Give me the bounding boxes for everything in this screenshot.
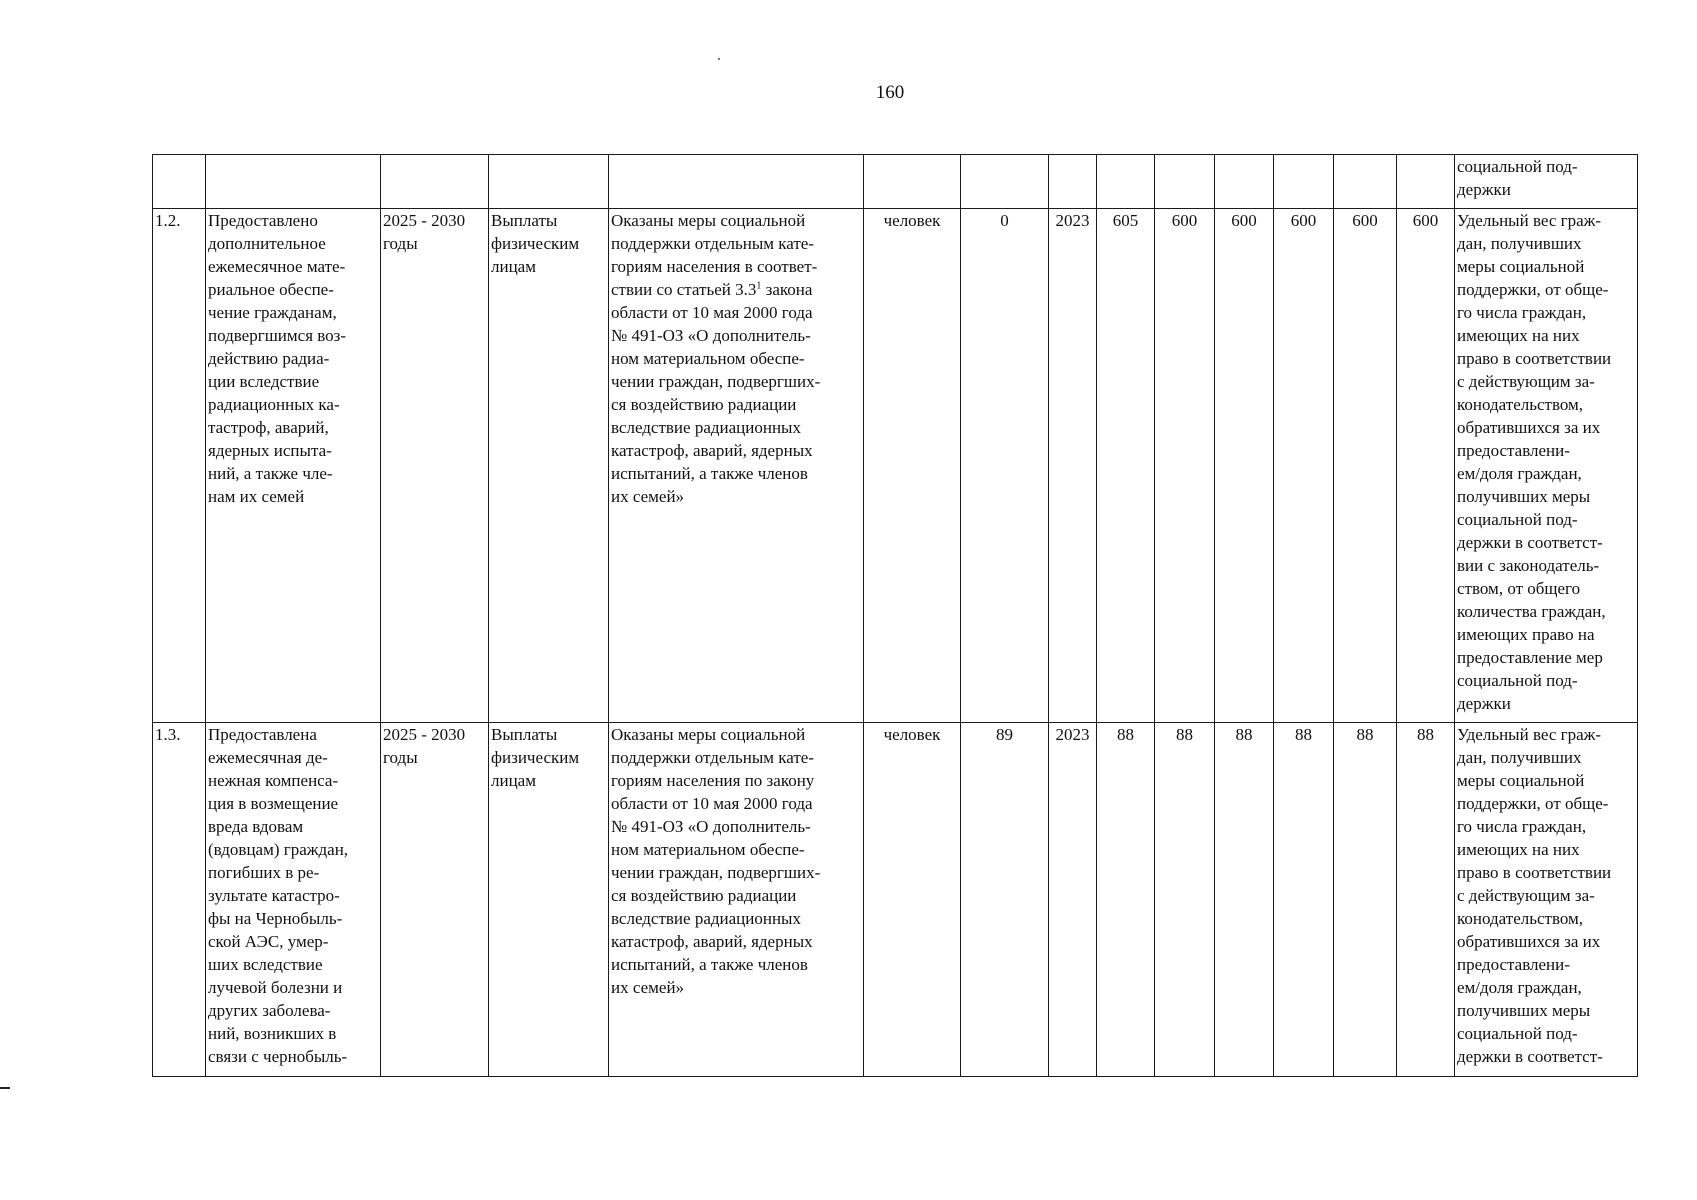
cell-empty bbox=[489, 155, 609, 209]
value-cell bbox=[1334, 209, 1397, 723]
base-year: 2023 bbox=[1055, 211, 1090, 230]
value-2027: 88 bbox=[1235, 725, 1253, 744]
description-cell bbox=[609, 723, 864, 1077]
base-value-cell bbox=[961, 209, 1049, 723]
unit-text: человек bbox=[883, 725, 941, 744]
period-cell bbox=[381, 723, 489, 1077]
value-cell bbox=[1397, 209, 1455, 723]
type-cell bbox=[489, 723, 609, 1077]
cell-empty bbox=[1334, 155, 1397, 209]
unit-cell bbox=[864, 723, 961, 1077]
cell-empty bbox=[864, 155, 961, 209]
cell-empty bbox=[1397, 155, 1455, 209]
cell-empty bbox=[1215, 155, 1274, 209]
value-cell bbox=[1155, 723, 1215, 1077]
cell-empty bbox=[153, 155, 206, 209]
indicator-cell bbox=[1455, 155, 1638, 209]
indicators-table bbox=[152, 154, 1638, 1077]
scan-dot bbox=[718, 58, 720, 60]
description-part: закона области от 10 мая 2000 года № 491-ОЗ «О дополнитель- ном материальном обеспе- чении граждан, подвергших- ся воздействию радиации вследствие радиационных катастроф, аварий, ядерных испытаний, а также членов их семей» bbox=[611, 280, 821, 506]
cell-empty bbox=[1274, 155, 1334, 209]
value-cell bbox=[1097, 209, 1155, 723]
cell-empty bbox=[1049, 155, 1097, 209]
period-text: 2025 - 2030 годы bbox=[383, 725, 466, 767]
cell-empty bbox=[1155, 155, 1215, 209]
cell-empty bbox=[206, 155, 381, 209]
row-index-cell bbox=[153, 723, 206, 1077]
value-2026: 600 bbox=[1171, 211, 1198, 230]
unit-text: человек bbox=[883, 211, 941, 230]
value-cell bbox=[1215, 723, 1274, 1077]
value-2026: 88 bbox=[1176, 725, 1193, 744]
indicator-text: социальной под- держки bbox=[1457, 157, 1578, 199]
period-cell bbox=[381, 209, 489, 723]
table-row bbox=[153, 209, 1638, 723]
value-2030: 88 bbox=[1417, 725, 1434, 744]
indicator-text: Удельный вес граж- дан, получивших меры социальной поддержки, от обще- го числа граждан, имеющих на них право в соответствии с действующим за- конодательством, обратившихся за их предоставлени- ем/доля граждан, получивших меры социальной под- держки в соответст- вии с законодатель- ством, от общего количества граждан, имеющих право на предоставление мер социальной под- держки bbox=[1457, 211, 1612, 713]
type-text: Выплаты физическим лицам bbox=[491, 211, 580, 276]
value-2029: 88 bbox=[1356, 725, 1374, 744]
cell-empty bbox=[609, 155, 864, 209]
value-2028: 600 bbox=[1290, 211, 1317, 230]
value-cell bbox=[1215, 209, 1274, 723]
base-year-cell bbox=[1049, 209, 1097, 723]
base-value-cell bbox=[961, 723, 1049, 1077]
value-2029: 600 bbox=[1352, 211, 1378, 230]
value-cell bbox=[1097, 723, 1155, 1077]
table-row bbox=[153, 723, 1638, 1077]
margin-mark bbox=[0, 1087, 10, 1089]
indicator-text: Удельный вес граж- дан, получивших меры социальной поддержки, от обще- го числа граждан, имеющих на них право в соответствии с действующим за- конодательством, обратившихся за их предоставлени- ем/доля граждан, получивших меры социальной под- держки в соответст- bbox=[1457, 725, 1612, 1066]
result-text: Предоставлено дополнительное ежемесячное мате- риальное обеспе- чение гражданам, подвергшимся воз- действию радиа- ции вследствие радиационных ка- тастроф, аварий, ядерных испыта- ний, а также чле- нам их семей bbox=[208, 211, 347, 506]
value-2025: 88 bbox=[1117, 725, 1134, 744]
cell-empty bbox=[381, 155, 489, 209]
unit-cell bbox=[864, 209, 961, 723]
indicator-cell bbox=[1455, 209, 1638, 723]
period-text: 2025 - 2030 годы bbox=[383, 211, 466, 253]
value-2027: 600 bbox=[1231, 211, 1257, 230]
base-year-cell bbox=[1049, 723, 1097, 1077]
type-text: Выплаты физическим лицам bbox=[491, 725, 580, 790]
base-value: 0 bbox=[1000, 211, 1009, 230]
row-index: 1.2. bbox=[155, 211, 181, 230]
value-cell bbox=[1334, 723, 1397, 1077]
value-cell bbox=[1155, 209, 1215, 723]
base-value: 89 bbox=[996, 725, 1013, 744]
row-index: 1.3. bbox=[155, 725, 181, 744]
description-superscript: 1 bbox=[756, 280, 762, 292]
value-cell bbox=[1274, 209, 1334, 723]
description-cell bbox=[609, 209, 864, 723]
description-part: Оказаны меры социальной поддержки отдельным кате- гориям населения в соответ- ствии со статьей 3.3 bbox=[611, 211, 818, 299]
description-text: Оказаны меры социальной поддержки отдельным кате- гориям населения по закону области от 10 мая 2000 года № 491-ОЗ «О дополнитель- ном материальном обеспе- чении граждан, подвергших- ся воздействию радиации вследствие радиационных катастроф, аварий, ядерных испытаний, а также членов их семей» bbox=[611, 725, 821, 997]
result-text: Предоставлена ежемесячная де- нежная компенса- ция в возмещение вреда вдовам (вдовцам) граждан, погибших в ре- зультате катастро- фы на Чернобыль- ской АЭС, умер- ших вследствие лучевой болезни и других заболева- ний, возникших в связи с чернобыль- bbox=[208, 725, 349, 1066]
cell-empty bbox=[1097, 155, 1155, 209]
result-cell bbox=[206, 723, 381, 1077]
value-cell bbox=[1274, 723, 1334, 1077]
type-cell bbox=[489, 209, 609, 723]
row-index-cell bbox=[153, 209, 206, 723]
result-cell bbox=[206, 209, 381, 723]
value-2028: 88 bbox=[1295, 725, 1312, 744]
base-year: 2023 bbox=[1055, 725, 1090, 744]
value-2025: 605 bbox=[1112, 211, 1139, 230]
table-row bbox=[153, 155, 1638, 209]
value-2030: 600 bbox=[1412, 211, 1439, 230]
description-text bbox=[611, 209, 861, 508]
indicator-cell bbox=[1455, 723, 1638, 1077]
value-cell bbox=[1397, 723, 1455, 1077]
page-number: 160 bbox=[875, 82, 905, 103]
cell-empty bbox=[961, 155, 1049, 209]
